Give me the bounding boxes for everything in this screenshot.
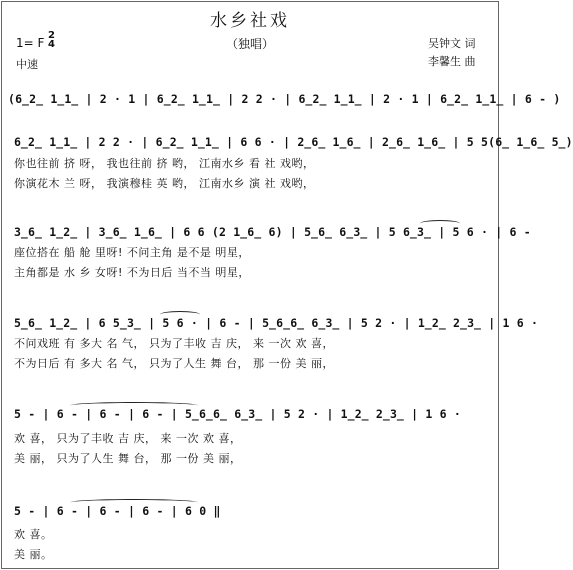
lyric-line-6a: 欢 喜。 [14, 528, 53, 541]
lyric-line-4b: 不为日后 有 多大 名 气， 只为了人生 舞 台， 那 一份 美 丽， [14, 357, 334, 370]
meter-bottom: 4 [48, 39, 55, 50]
tie-mark [160, 311, 200, 318]
meter-top: 2 [48, 30, 55, 41]
tempo-marking: 中速 [16, 58, 38, 71]
lyric-line-4a: 不问戏班 有 多大 名 气， 只为了丰收 吉 庆， 来 一次 欢 喜， [14, 337, 334, 350]
lyricist: 吴钟文 词 [428, 37, 476, 50]
subtitle: （独唱） [225, 37, 274, 51]
tie-mark [420, 220, 460, 227]
notation-line-6: 5 - | 6 - | 6 - | 6 - | 6 0 ‖ [14, 504, 221, 518]
lyric-line-5a: 欢 喜， 只为了丰收 吉 庆， 来 一次 欢 喜， [14, 432, 242, 445]
tie-mark [70, 499, 198, 506]
notation-line-2: 6̲2̲ 1̲1̲ | 2 2 · | 6̲2̲ 1̲1̲ | 6 6 · | 2̲6̲ 1̲6̲ | 2̲6̲ 1̲6̲ | 5 5(6̲ 1̲6̲ 5̲) [14, 135, 573, 149]
notation-line-1: (6̲2̲ 1̲1̲ | 2 · 1 | 6̲2̲ 1̲1̲ | 2 2 · | 6̲2̲ 1̲1̲ | 2 · 1 | 6̲2̲ 1̲1̲ | 6 - ) [8, 92, 561, 106]
tie-mark [70, 402, 198, 409]
notation-line-5: 5 - | 6 - | 6 - | 6 - | 5̲6̲6̲ 6̲3̲ | 5 2 · | 1̲2̲ 2̲3̲ | 1 6 · [14, 407, 461, 421]
song-title: 水乡社戏 [210, 11, 290, 31]
lyric-line-5b: 美 丽， 只为了人生 舞 台， 那 一份 美 丽， [14, 452, 242, 465]
lyric-line-3b: 主角都是 水 乡 女呀! 不为日后 当不当 明星， [14, 266, 250, 279]
notation-line-4: 5̲6̲ 1̲2̲ | 6 5̲3̲ | 5 6 · | 6 - | 5̲6̲6̲ 6̲3̲ | 5 2 · | 1̲2̲ 2̲3̲ | 1 6 · [14, 316, 539, 330]
notation-line-3: 3̲6̲ 1̲2̲ | 3̲6̲ 1̲6̲ | 6 6 (2 1̲6̲ 6) | 5̲6̲ 6̲3̲ | 5 6̲3̲ | 5 6 · | 6 - [14, 225, 531, 239]
page-frame [1, 1, 499, 569]
key-signature: 1= F [16, 36, 45, 50]
lyric-line-3a: 座位搭在 船 舱 里呀! 不问主角 是不是 明星， [14, 246, 250, 259]
lyric-line-6b: 美 丽。 [14, 548, 53, 561]
composer: 李馨生 曲 [428, 55, 476, 68]
lyric-line-2a: 你也往前 挤 呀， 我也往前 挤 哟， 江南水乡 看 社 戏哟， [14, 157, 315, 170]
lyric-line-2b: 你演花木 兰 呀， 我演穆桂 英 哟， 江南水乡 演 社 戏哟， [14, 177, 315, 190]
